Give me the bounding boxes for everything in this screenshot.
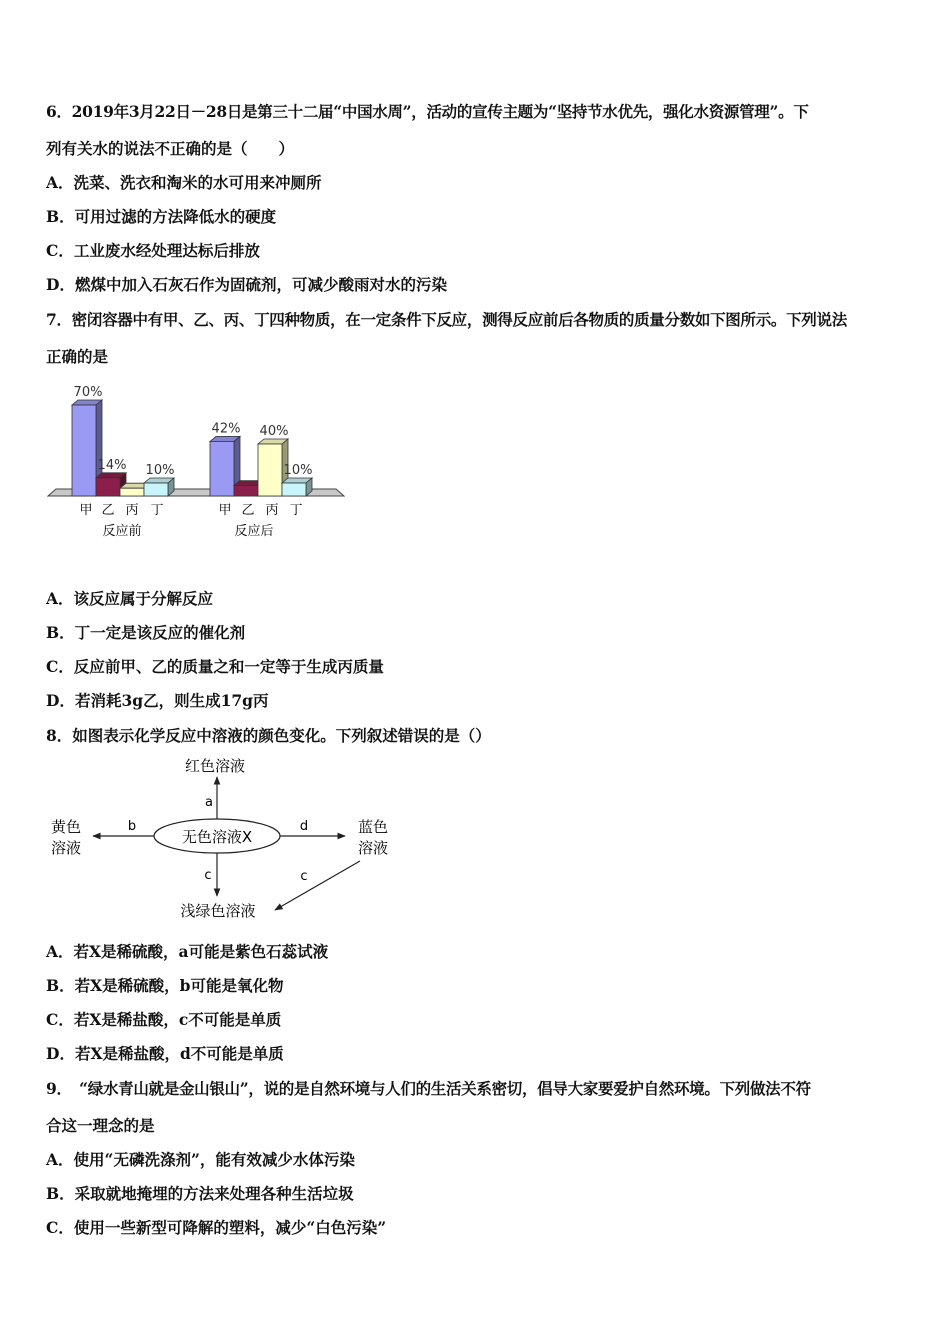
- bar-label-before-3: 10%: [145, 463, 175, 478]
- arrow-b-label: b: [127, 819, 137, 834]
- x-label-before-jia: 甲: [79, 503, 93, 518]
- x-label-before-ding: 丁: [150, 503, 164, 518]
- center-label: 无色溶液X: [181, 828, 253, 846]
- x-label-before-bing: 丙: [125, 503, 139, 518]
- q6-option-d: D．燃煤中加入石灰石作为固硫剂，可减少酸雨对水的污染: [46, 275, 447, 294]
- color-change-diagram: [40, 752, 410, 927]
- bar-label-after-0: 42%: [211, 421, 241, 437]
- q6-option-b: B．可用过滤的方法降低水的硬度: [46, 207, 277, 226]
- q7-option-b: B．丁一定是该反应的催化剂: [46, 623, 246, 642]
- q9-option-c: C．使用一些新型可降解的塑料，减少“白色污染”: [46, 1218, 387, 1237]
- bar-before-3: [144, 478, 174, 496]
- bar-label-after-3: 10%: [283, 463, 313, 478]
- x-axis-labels: [79, 503, 302, 539]
- q7-option-c: C．反应前甲、乙的质量之和一定等于生成丙质量: [46, 657, 384, 676]
- q6-option-a: A．洗菜、洗衣和淘米的水可用来冲厕所: [46, 173, 322, 192]
- bar-label-before-1: 14%: [97, 457, 127, 473]
- bottom-label: 浅绿色溶液: [180, 902, 256, 920]
- q7-stem-line1: 7．密闭容器中有甲、乙、丙、丁四种物质，在一定条件下反应，测得反应前后各物质的质量分数如下图所示。下列说法: [46, 310, 847, 329]
- q6-stem-line1: 6．2019年3月22日－28日是第三十二届“中国水周”，活动的宣传主题为“坚持节水优先，强化水资源管理”。下: [46, 102, 809, 121]
- q6-stem-line2: 列有关水的说法不正确的是（ ）: [46, 139, 295, 158]
- group-label-after: 反应后: [234, 524, 274, 539]
- arrow-c2-label: c: [300, 869, 308, 884]
- x-label-after-jia: 甲: [218, 503, 232, 518]
- arrow-c-label: c: [204, 868, 212, 883]
- x-label-after-ding: 丁: [289, 503, 303, 518]
- top-label: 红色溶液: [184, 757, 246, 775]
- q8-option-d: D．若X是稀盐酸，d不可能是单质: [46, 1044, 284, 1063]
- bar-after-3: [282, 478, 312, 496]
- q7-option-d: D．若消耗3g乙，则生成17g丙: [46, 691, 269, 710]
- x-label-after-yi: 乙: [241, 503, 255, 518]
- q9-stem-line1: 9． “绿水青山就是金山银山”，说的是自然环境与人们的生活关系密切，倡导大家要爱护自然环境。下列做法不符: [46, 1079, 811, 1098]
- arrow-c2: [275, 861, 360, 910]
- q7-stem-line2: 正确的是: [46, 347, 109, 366]
- q9-stem-line2: 合这一理念的是: [46, 1116, 155, 1135]
- q9-option-a: A．使用“无磷洗涤剂”，能有效减少水体污染: [46, 1150, 355, 1169]
- bar-label-after-2: 40%: [259, 424, 289, 439]
- group-label-before: 反应前: [102, 524, 142, 539]
- bar-label-before-0: 70%: [73, 385, 103, 400]
- right-label-line1: 蓝色: [357, 818, 389, 836]
- x-label-before-yi: 乙: [101, 503, 115, 518]
- q9-option-b: B．采取就地掩埋的方法来处理各种生活垃圾: [46, 1184, 354, 1203]
- q6-option-c: C．工业废水经处理达标后排放: [46, 241, 260, 260]
- left-label-line2: 溶液: [50, 839, 82, 857]
- q8-option-c: C．若X是稀盐酸，c不可能是单质: [46, 1010, 282, 1029]
- q8-option-a: A．若X是稀硫酸，a可能是紫色石蕊试液: [46, 942, 329, 961]
- x-label-after-bing: 丙: [265, 503, 279, 518]
- mass-fraction-bar-chart: [44, 372, 354, 547]
- q7-option-a: A．该反应属于分解反应: [46, 589, 214, 608]
- right-label-line2: 溶液: [357, 839, 389, 857]
- q8-option-b: B．若X是稀硫酸，b可能是氧化物: [46, 976, 284, 995]
- q8-stem: 8．如图表示化学反应中溶液的颜色变化。下列叙述错误的是（）: [46, 726, 491, 745]
- left-label-line1: 黄色: [50, 818, 82, 836]
- arrow-a-label: a: [205, 795, 213, 810]
- arrow-d-label: d: [299, 819, 309, 834]
